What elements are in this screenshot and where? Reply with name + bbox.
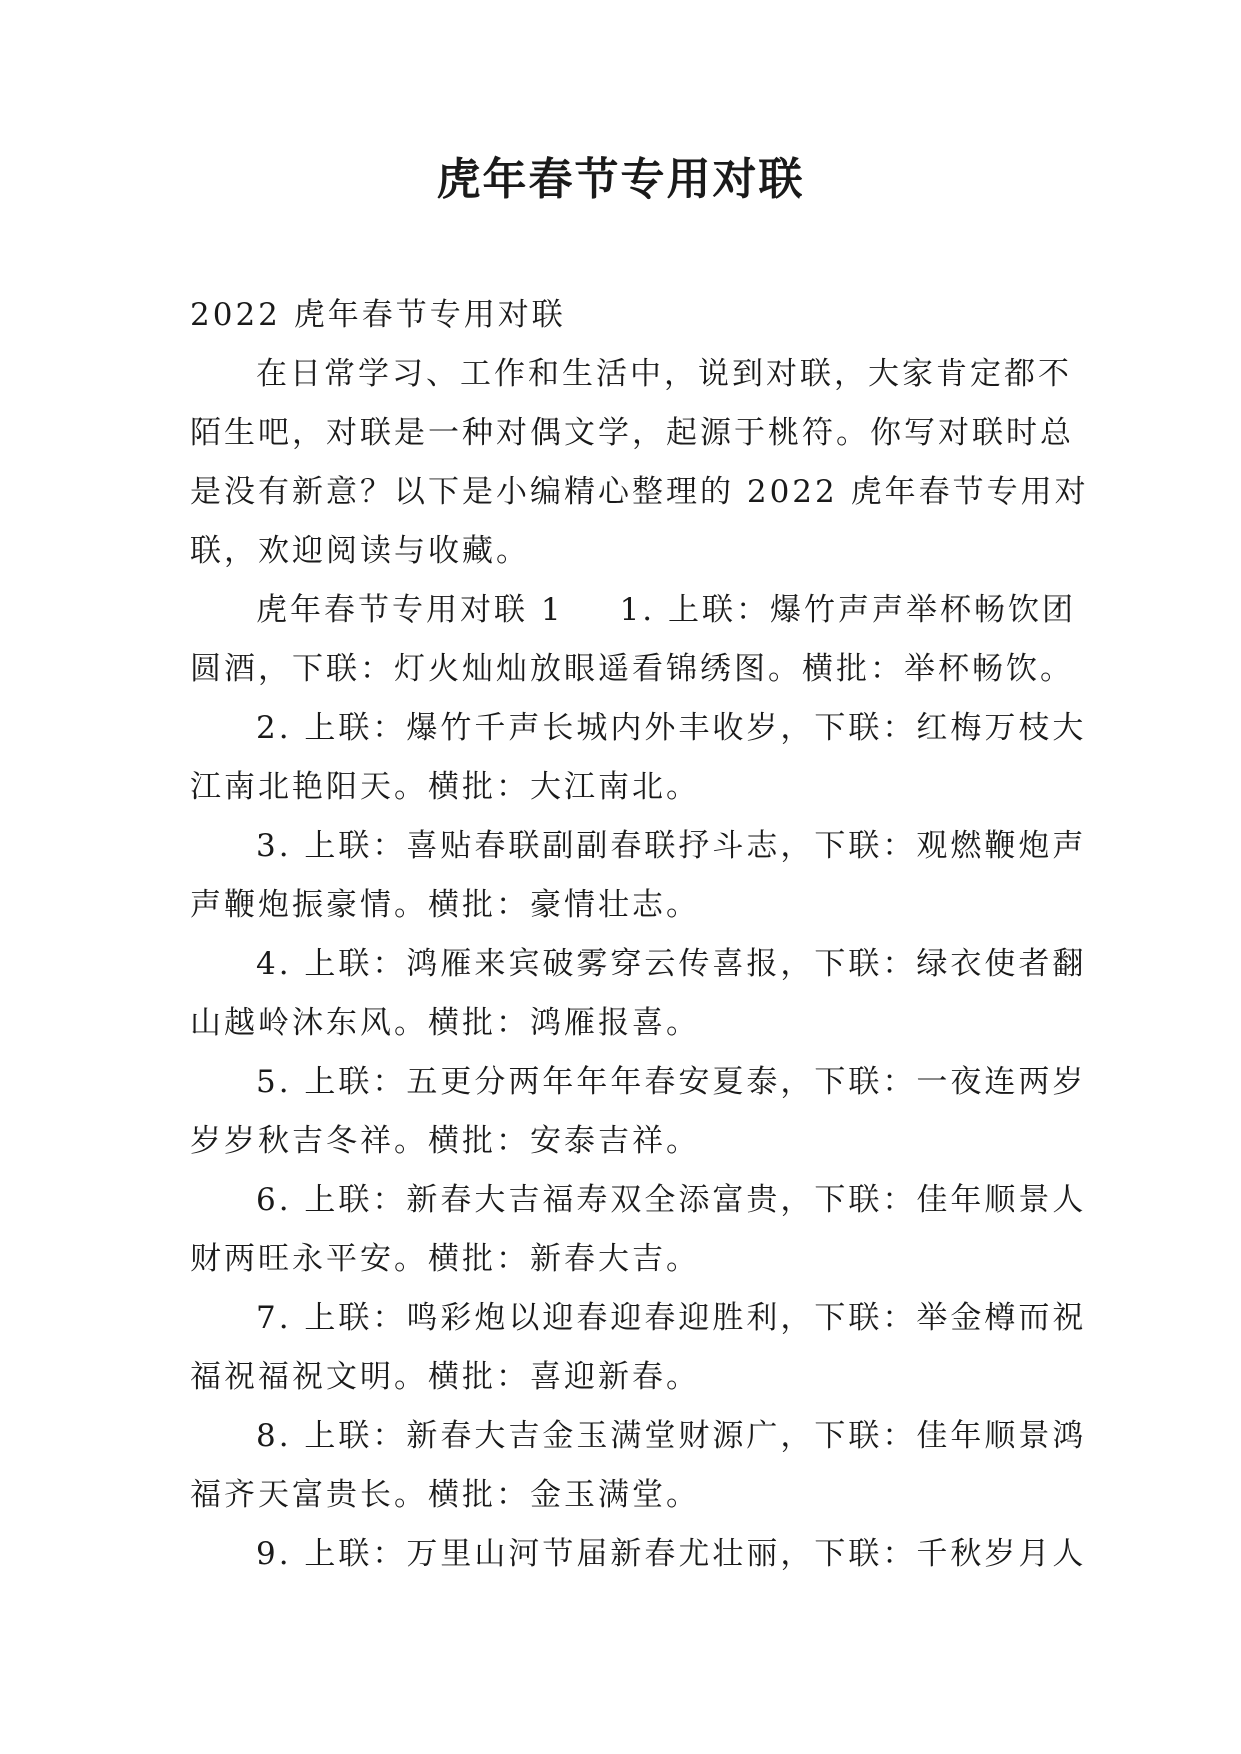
couplet-line: 8. 上联：新春大吉金玉满堂财源广，下联：佳年顺景鸿 [256,1418,1087,1454]
couplet-line: 5. 上联：五更分两年年年春安夏泰，下联：一夜连两岁 [256,1064,1087,1100]
couplet-line: 6. 上联：新春大吉福寿双全添富贵，下联：佳年顺景人 [256,1182,1087,1218]
couplet-item-3 [190,817,1087,935]
intro-line: 陌生吧，对联是一种对偶文学，起源于桃符。你写对联时总 [190,415,1074,451]
document-body [190,286,1089,1584]
intro-line: 在日常学习、工作和生活中，说到对联，大家肯定都不 [256,356,1072,392]
intro-line: 联，欢迎阅读与收藏。 [190,533,530,569]
couplet-line: 江南北艳阳天。横批：大江南北。 [190,769,700,805]
couplet-item-7 [190,1289,1087,1407]
couplet-line: 4. 上联：鸿雁来宾破雾穿云传喜报，下联：绿衣使者翻 [256,946,1087,982]
couplet-line: 声鞭炮振豪情。横批：豪情壮志。 [190,887,700,923]
couplet-line: 2. 上联：爆竹千声长城内外丰收岁，下联：红梅万枝大 [256,710,1087,746]
couplet-item-8 [190,1407,1087,1525]
couplet-line: 福祝福祝文明。横批：喜迎新春。 [190,1359,700,1395]
intro-paragraph [190,345,1089,581]
couplet-item-4 [190,935,1087,1053]
intro-line: 是没有新意？以下是小编精心整理的 2022 虎年春节专用对 [190,474,1089,510]
couplet-item-9 [190,1525,1087,1584]
couplet-line: 9. 上联：万里山河节届新春尤壮丽，下联：千秋岁月人 [256,1536,1087,1572]
subtitle-text: 2022 虎年春节专用对联 [190,297,566,333]
document-title: 虎年春节专用对联 [436,154,805,205]
couplet-line: 山越岭沐东风。横批：鸿雁报喜。 [190,1005,700,1041]
couplet-line [190,581,1077,640]
couplet-line: 福齐天富贵长。横批：金玉满堂。 [190,1477,700,1513]
couplet-item-1 [190,581,1077,699]
couplet-line: 7. 上联：鸣彩炮以迎春迎春迎胜利，下联：举金樽而祝 [256,1300,1087,1336]
couplet-line: 3. 上联：喜贴春联副副春联抒斗志，下联：观燃鞭炮声 [256,828,1087,864]
couplet-line: 财两旺永平安。横批：新春大吉。 [190,1241,700,1277]
subtitle-line [190,286,1060,345]
couplet-item-6 [190,1171,1087,1289]
couplet-line: 岁岁秋吉冬祥。横批：安泰吉祥。 [190,1123,700,1159]
couplet-item-2 [190,699,1087,817]
couplet-item-5 [190,1053,1087,1171]
couplet-line: 圆酒，下联：灯火灿灿放眼遥看锦绣图。横批：举杯畅饮。 [190,651,1074,687]
section-heading: 虎年春节专用对联 1 [256,592,564,628]
couplet-text: 1. 上联：爆竹声声举杯畅饮团 [619,592,1077,628]
